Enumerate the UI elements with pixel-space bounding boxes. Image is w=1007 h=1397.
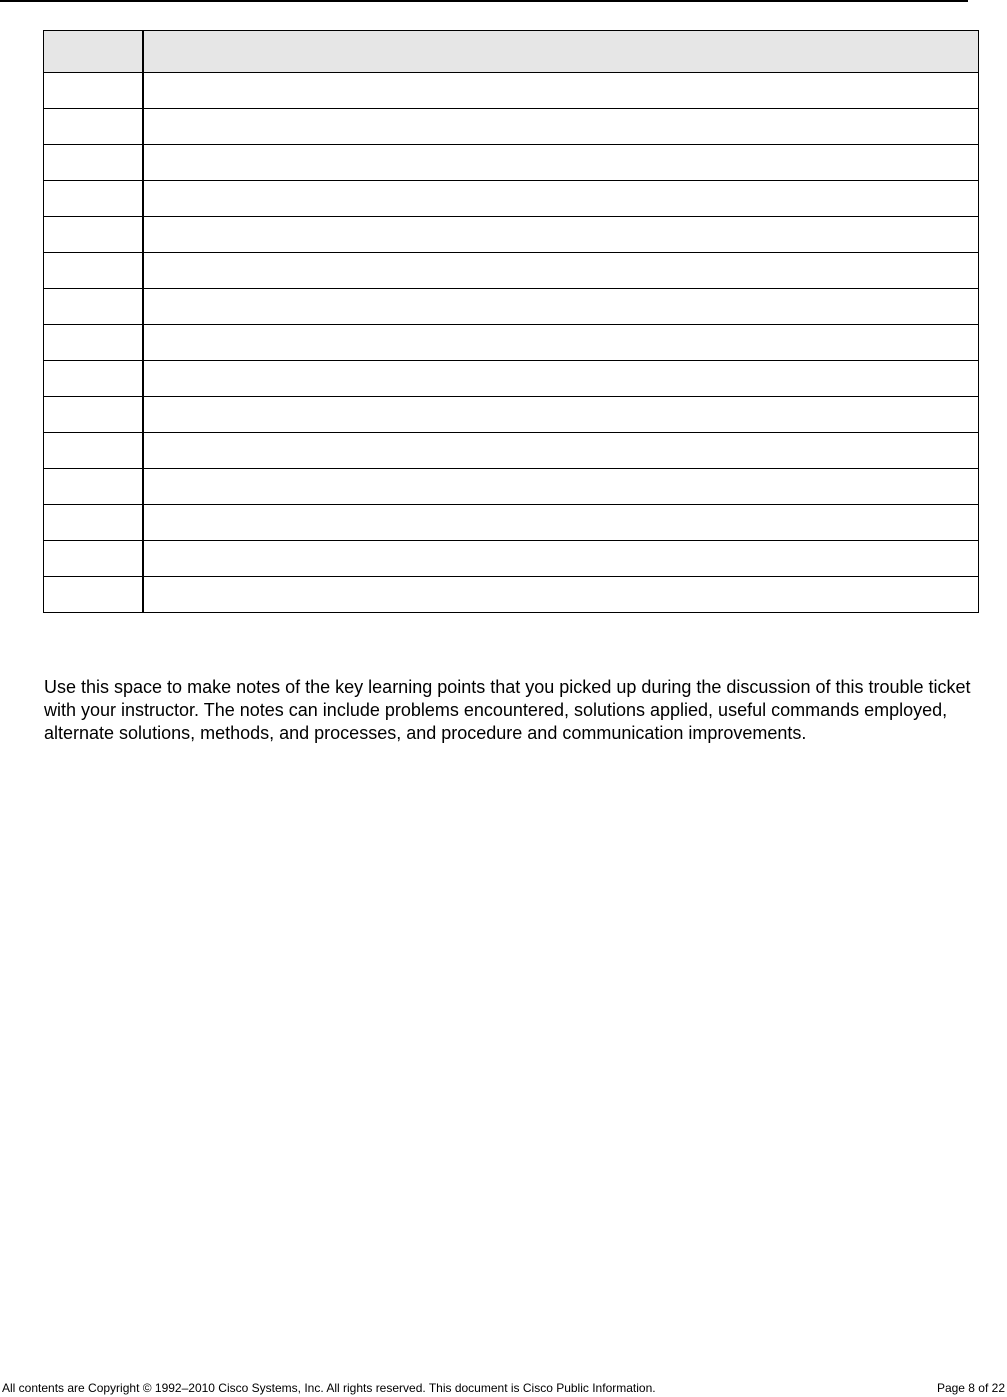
table-row xyxy=(44,73,979,109)
description-cell[interactable] xyxy=(143,469,979,505)
step-cell[interactable] xyxy=(44,361,143,397)
step-cell[interactable] xyxy=(44,289,143,325)
description-cell[interactable] xyxy=(143,145,979,181)
step-cell[interactable] xyxy=(44,109,143,145)
table-row xyxy=(44,541,979,577)
notes-instructions: Use this space to make notes of the key learning points that you picked up during the discussion of this trouble ticket with your instructor. The notes can include problems encountered, solutions applied, useful commands employed, alternate solutions, methods, and processes, and procedure and communication improvements. xyxy=(44,677,971,743)
table-row xyxy=(44,325,979,361)
step-cell[interactable] xyxy=(44,181,143,217)
table-row xyxy=(44,397,979,433)
table-row xyxy=(44,109,979,145)
step-cell[interactable] xyxy=(44,433,143,469)
troubleshooting-log-table xyxy=(43,30,979,613)
table-row xyxy=(44,217,979,253)
description-cell[interactable] xyxy=(143,577,979,613)
step-cell[interactable] xyxy=(44,73,143,109)
table-row xyxy=(44,253,979,289)
step-cell[interactable] xyxy=(44,325,143,361)
step-cell[interactable] xyxy=(44,505,143,541)
header-cell-step xyxy=(44,31,143,73)
header-cell-description xyxy=(143,31,979,73)
header-rule xyxy=(0,0,968,2)
description-cell[interactable] xyxy=(143,325,979,361)
description-cell[interactable] xyxy=(143,253,979,289)
description-cell[interactable] xyxy=(143,217,979,253)
description-cell[interactable] xyxy=(143,541,979,577)
description-cell[interactable] xyxy=(143,73,979,109)
footer-copyright: All contents are Copyright © 1992–2010 Cisco Systems, Inc. All rights reserved. This document is Cisco Public Information. xyxy=(2,1381,656,1395)
table-row xyxy=(44,361,979,397)
description-cell[interactable] xyxy=(143,433,979,469)
table-row xyxy=(44,289,979,325)
description-cell[interactable] xyxy=(143,181,979,217)
description-cell[interactable] xyxy=(143,361,979,397)
step-cell[interactable] xyxy=(44,469,143,505)
footer-page-number: Page 8 of 22 xyxy=(936,1381,1005,1395)
step-cell[interactable] xyxy=(44,217,143,253)
table-row xyxy=(44,145,979,181)
step-cell[interactable] xyxy=(44,253,143,289)
step-cell[interactable] xyxy=(44,577,143,613)
table-row xyxy=(44,181,979,217)
table-row xyxy=(44,433,979,469)
description-cell[interactable] xyxy=(143,289,979,325)
step-cell[interactable] xyxy=(44,541,143,577)
step-cell[interactable] xyxy=(44,145,143,181)
description-cell[interactable] xyxy=(143,397,979,433)
table-row xyxy=(44,469,979,505)
step-cell[interactable] xyxy=(44,397,143,433)
table-row xyxy=(44,505,979,541)
description-cell[interactable] xyxy=(143,109,979,145)
description-cell[interactable] xyxy=(143,505,979,541)
table-row xyxy=(44,577,979,613)
table-header-row xyxy=(44,31,979,73)
